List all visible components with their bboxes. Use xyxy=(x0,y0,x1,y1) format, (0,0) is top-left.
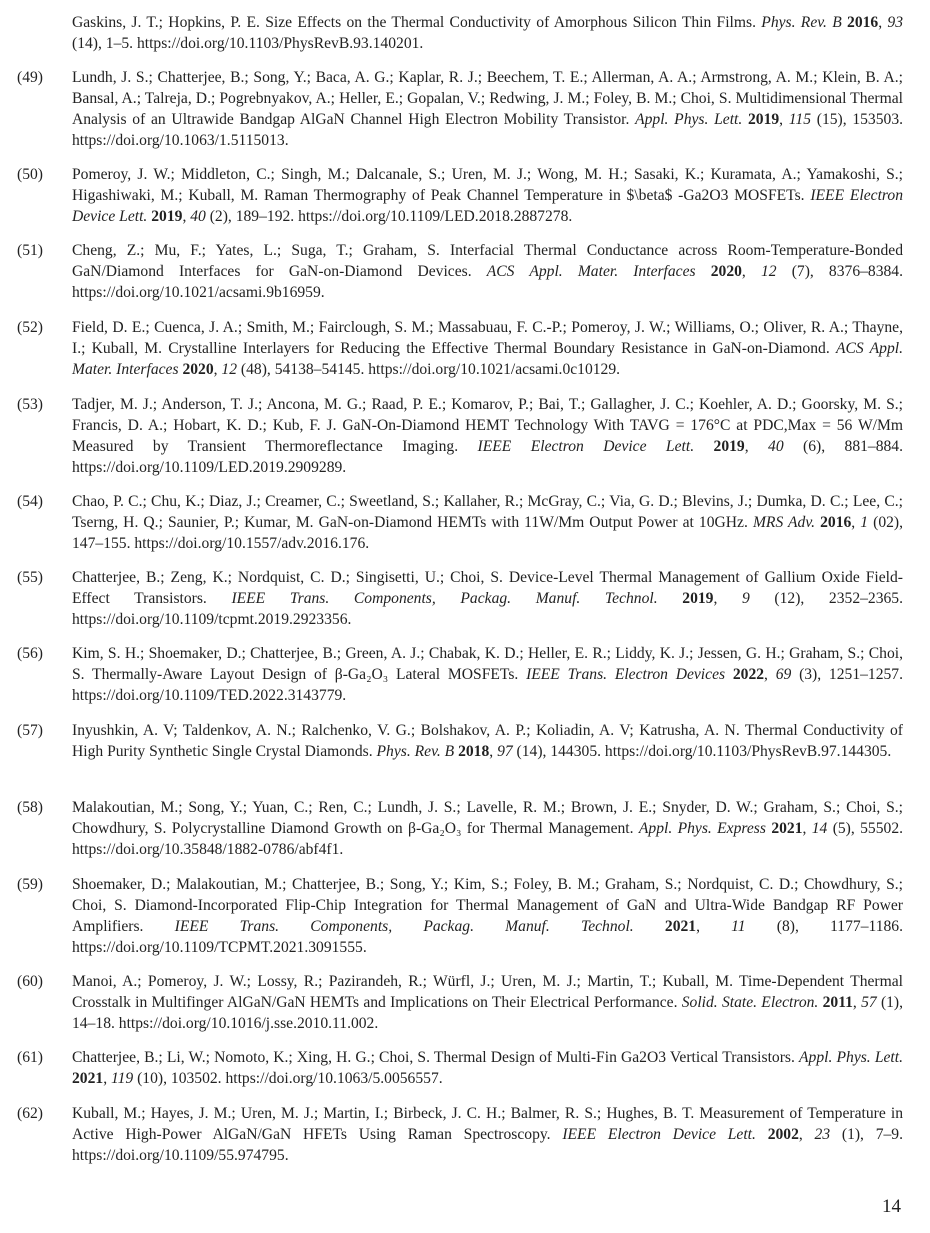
reference-segment: Chao, P. C.; Chu, K.; Diaz, J.; Creamer, C.; Sweetland, S.; Kallaher, R.; McGray, C.; Via, G. D.; Blevins, J.; Dumka, D. C.; Lee, C.; Tserng, H. Q.; Saunier, P.; Kumar, M. GaN-on-Diamond HEMTs with 11W/Mm Output Power at 10GHz. xyxy=(72,493,903,531)
reference-number: (54) xyxy=(17,493,43,510)
reference-year: 2022 xyxy=(732,666,765,683)
reference-italic-segment: Phys. Rev. B xyxy=(761,14,842,31)
reference-italic-segment: IEEE Trans. Components, Packag. Manuf. Technol. xyxy=(174,918,634,935)
reference-segment: , xyxy=(182,208,191,225)
reference-text xyxy=(72,874,903,958)
reference-segment: , xyxy=(878,14,888,31)
reference-segment: (3), 1251–1257. https://doi.org/10.1109/TED.2022.3143779. xyxy=(72,666,903,704)
reference-segment: Gaskins, J. T.; Hopkins, P. E. Size Effects on the Thermal Conductivity of Amorphous Silicon Thin Films. xyxy=(72,14,762,31)
reference-segment: , xyxy=(798,1126,815,1143)
reference-italic-segment: Appl. Phys. Lett. xyxy=(799,1049,904,1066)
reference-year: 2019 xyxy=(747,111,780,128)
reference-text xyxy=(72,317,903,380)
reference-segment: (02), 147–155. https://doi.org/10.1557/adv.2016.176. xyxy=(72,514,904,552)
reference-segment xyxy=(634,918,665,935)
reference-segment: Malakoutian, M.; Song, Y.; Yuan, C.; Ren, C.; Lundh, J. S.; Lavelle, R. M.; Brown, J. E.; Snyder, D. W.; Graham, S.; Choi, S.; Chowdhury, S. Polycrystalline Diamond Growth on β-Ga₂O₃ for Thermal Management. xyxy=(72,799,903,837)
reference-segment: , xyxy=(851,514,861,531)
reference-segment xyxy=(725,666,733,683)
reference-italic-segment: IEEE Electron Device Lett. xyxy=(72,187,903,225)
reference-segment: (1), 7–9. https://doi.org/10.1109/55.974795. xyxy=(72,1126,904,1164)
reference-italic-segment: 40 xyxy=(190,208,206,225)
reference-italic-segment: 93 xyxy=(887,14,904,31)
reference-number: (55) xyxy=(17,569,43,586)
reference-segment: Inyushkin, A. V; Taldenkov, A. N.; Ralchenko, V. G.; Bolshakov, A. P.; Koliadin, A. V; Katrusha, A. N. Thermal Conductivity of High Purity Synthetic Single Crystal Diamonds. xyxy=(72,722,903,760)
reference-segment: Lundh, J. S.; Chatterjee, B.; Song, Y.; Baca, A. G.; Kaplar, R. J.; Beechem, T. E.; Allerman, A. A.; Armstrong, A. M.; Klein, B. A.; Bansal, A.; Talreja, D.; Pogrebnyakov, A.; Heller, E.; Gopalan, V.; Redwing, J. M.; Foley, B. M.; Choi, S. Multidimensional Thermal Analysis of an Ultrawide Bandgap AlGaN Channel High Electron Mobility Transistor. xyxy=(72,69,903,128)
reference-text xyxy=(72,797,903,860)
reference-year: 2019 xyxy=(151,208,183,225)
reference-segment: (2), 189–192. https://doi.org/10.1109/LED.2018.2887278. xyxy=(205,208,573,225)
reference-text xyxy=(72,240,903,303)
reference-segment: (5), 55502. https://doi.org/10.35848/1882-0786/abf4f1. xyxy=(72,820,904,858)
reference-segment: , xyxy=(213,361,222,378)
reference-segment: , xyxy=(802,820,812,837)
reference-italic-segment: 119 xyxy=(110,1070,134,1087)
reference-italic-segment: 69 xyxy=(775,666,792,683)
page-number: 14 xyxy=(882,1196,901,1217)
reference-segment: , xyxy=(779,111,789,128)
reference-number: (58) xyxy=(17,799,43,816)
reference-segment xyxy=(696,263,711,280)
reference-italic-segment: IEEE Electron Device Lett. xyxy=(477,438,695,455)
reference-italic-segment: IEEE Trans. Components, Packag. Manuf. Technol. xyxy=(231,590,658,607)
reference-italic-segment: 40 xyxy=(768,438,784,455)
reference-segment: Chatterjee, B.; Zeng, K.; Nordquist, C. D.; Singisetti, U.; Choi, S. Device-Level Thermal Management of Gallium Oxide Field-Effect Transistors. xyxy=(72,569,903,607)
reference-italic-segment: IEEE Trans. Electron Devices xyxy=(526,666,726,683)
reference-italic-segment: 11 xyxy=(731,918,746,935)
reference-segment: Shoemaker, D.; Malakoutian, M.; Chatterjee, B.; Song, Y.; Kim, S.; Foley, B. M.; Graham, S.; Nordquist, C. D.; Chowdhury, S.; Choi, S. Diamond-Incorporated Flip-Chip Integration for Thermal Management of GaN and Ultra-Wide Bandgap RF Power Amplifiers. xyxy=(72,876,903,935)
reference-segment: (15), 153503. https://doi.org/10.1063/1.5115013. xyxy=(72,111,904,149)
reference-italic-segment: 9 xyxy=(742,590,750,607)
reference-text xyxy=(72,67,903,151)
reference-text xyxy=(72,1103,903,1166)
reference-italic-segment: IEEE Electron Device Lett. xyxy=(562,1126,756,1143)
reference-segment: Manoi, A.; Pomeroy, J. W.; Lossy, R.; Pazirandeh, R.; Würfl, J.; Uren, M. J.; Martin, T.; Kuball, M. Time-Dependent Thermal Crosstalk in Multifinger AlGaN/GaN HEMTs and Implications on Their Electrical Performance. xyxy=(72,973,903,1011)
reference-italic-segment: 12 xyxy=(760,263,777,280)
reference-segment: Kuball, M.; Hayes, J. M.; Uren, M. J.; Martin, I.; Birbeck, J. C. H.; Balmer, R. S.; Hughes, B. T. Measurement of Temperature in Active High-Power AlGaN/GaN HFETs Using Raman Spectroscopy. xyxy=(72,1105,903,1143)
reference-italic-segment: 57 xyxy=(861,994,877,1011)
reference-year: 2021 xyxy=(72,1070,104,1087)
reference-segment: , xyxy=(741,263,761,280)
reference-year: 2002 xyxy=(767,1126,799,1143)
reference-text xyxy=(72,164,903,227)
reference-segment: , xyxy=(103,1070,111,1087)
reference-year: 2020 xyxy=(182,361,214,378)
reference-italic-segment: ACS Appl. Mater. Interfaces xyxy=(72,340,903,378)
reference-italic-segment: ACS Appl. Mater. Interfaces xyxy=(486,263,696,280)
reference-segment xyxy=(756,1126,768,1143)
reference-number: (53) xyxy=(17,396,43,413)
reference-segment: Kim, S. H.; Shoemaker, D.; Chatterjee, B.; Green, A. J.; Chabak, K. D.; Heller, E. R.; Liddy, K. J.; Jessen, G. H.; Graham, S.; Choi, S. Thermally-Aware Layout Design of β-Ga₂O₃ Lateral MOSFETs. xyxy=(72,645,903,683)
reference-segment: Tadjer, M. J.; Anderson, T. J.; Ancona, M. G.; Raad, P. E.; Komarov, P.; Bai, T.; Gallagher, J. C.; Koehler, A. D.; Goorsky, M. S.; Francis, D. A.; Hobart, K. D.; Kub, F. J. GaN-On-Diamond HEMT Technology With TAVG = 176°C at PDC,Max = 56 W/Mm Measured by Transient Thermoreflectance Imaging. xyxy=(72,396,903,455)
reference-segment: (1), 14–18. https://doi.org/10.1016/j.sse.2010.11.002. xyxy=(72,994,904,1032)
reference-year: 2021 xyxy=(771,820,803,837)
reference-segment: (48), 54138–54145. https://doi.org/10.1021/acsami.0c10129. xyxy=(237,361,621,378)
reference-year: 2011 xyxy=(822,994,853,1011)
reference-segment: (6), 881–884. https://doi.org/10.1109/LED.2019.2909289. xyxy=(72,438,903,476)
reference-year: 2018 xyxy=(458,743,490,760)
reference-italic-segment: Appl. Phys. Express xyxy=(638,820,766,837)
reference-text xyxy=(72,1047,903,1089)
reference-text xyxy=(72,491,903,554)
reference-text xyxy=(72,394,903,478)
reference-segment: , xyxy=(764,666,776,683)
reference-italic-segment: 1 xyxy=(860,514,869,531)
reference-number: (60) xyxy=(17,973,43,990)
reference-italic-segment: MRS Adv. xyxy=(752,514,816,531)
reference-text xyxy=(72,971,903,1034)
reference-segment: , xyxy=(744,438,769,455)
reference-number: (59) xyxy=(17,876,43,893)
reference-year: 2019 xyxy=(682,590,714,607)
reference-segment: (14), 144305. https://doi.org/10.1103/PhysRevB.97.144305. xyxy=(512,743,892,760)
reference-year: 2019 xyxy=(713,438,745,455)
reference-number: (52) xyxy=(17,319,43,336)
reference-segment: Chatterjee, B.; Li, W.; Nomoto, K.; Xing, H. G.; Choi, S. Thermal Design of Multi-Fin Ga2O3 Vertical Transistors. xyxy=(72,1049,800,1066)
reference-year: 2020 xyxy=(710,263,742,280)
reference-segment: Cheng, Z.; Mu, F.; Yates, L.; Suga, T.; Graham, S. Interfacial Thermal Conductance across Room-Temperature-Bonded GaN/Diamond Interfaces for GaN-on-Diamond Devices. xyxy=(72,242,903,280)
reference-segment: (7), 8376–8384. https://doi.org/10.1021/acsami.9b16959. xyxy=(72,263,903,301)
reference-segment: , xyxy=(489,743,498,760)
reference-italic-segment: Appl. Phys. Lett. xyxy=(635,111,743,128)
reference-italic-segment: 97 xyxy=(497,743,513,760)
reference-segment xyxy=(694,438,713,455)
reference-text xyxy=(72,567,903,630)
reference-year: 2021 xyxy=(664,918,697,935)
reference-number: (50) xyxy=(17,166,43,183)
reference-segment: , xyxy=(713,590,742,607)
reference-italic-segment: Phys. Rev. B xyxy=(376,743,455,760)
reference-italic-segment: 12 xyxy=(221,361,238,378)
reference-number: (61) xyxy=(17,1049,43,1066)
reference-year: 2016 xyxy=(820,514,852,531)
reference-number: (49) xyxy=(17,69,43,86)
reference-segment xyxy=(658,590,683,607)
reference-italic-segment: 14 xyxy=(811,820,828,837)
reference-number: (62) xyxy=(17,1105,43,1122)
reference-number: (51) xyxy=(17,242,43,259)
reference-italic-segment: 115 xyxy=(788,111,812,128)
reference-italic-segment: Solid. State. Electron. xyxy=(681,994,819,1011)
reference-segment: Pomeroy, J. W.; Middleton, C.; Singh, M.; Dalcanale, S.; Uren, M. J.; Wong, M. H.; Sasaki, K.; Kuramata, A.; Yamakoshi, S.; Higashiwaki, M.; Kuball, M. Raman Thermography of Peak Channel Temperature in $\beta$ -Ga2O3 MOSFETs. xyxy=(72,166,903,204)
reference-segment: (10), 103502. https://doi.org/10.1063/5.0056557. xyxy=(133,1070,443,1087)
reference-segment: (14), 1–5. https://doi.org/10.1103/PhysRevB.93.140201. xyxy=(72,35,424,52)
reference-italic-segment: 23 xyxy=(814,1126,831,1143)
reference-text xyxy=(72,720,903,762)
reference-year: 2016 xyxy=(847,14,879,31)
reference-number: (57) xyxy=(17,722,43,739)
reference-segment: (8), 1177–1186. https://doi.org/10.1109/TCPMT.2021.3091555. xyxy=(72,918,903,956)
reference-segment: (12), 2352–2365. https://doi.org/10.1109/tcpmt.2019.2923356. xyxy=(72,590,904,628)
reference-segment: , xyxy=(696,918,732,935)
reference-text xyxy=(72,12,903,54)
reference-text xyxy=(72,643,903,706)
reference-number: (56) xyxy=(17,645,43,662)
reference-segment: Field, D. E.; Cuenca, J. A.; Smith, M.; Fairclough, S. M.; Massabuau, F. C.-P.; Pomeroy, J. W.; Williams, O.; Oliver, R. A.; Thayne, I.; Kuball, M. Crystalline Interlayers for Reducing the Effective Thermal Boundary Resistance in GaN-on-Diamond. xyxy=(72,319,903,357)
reference-segment: , xyxy=(852,994,862,1011)
